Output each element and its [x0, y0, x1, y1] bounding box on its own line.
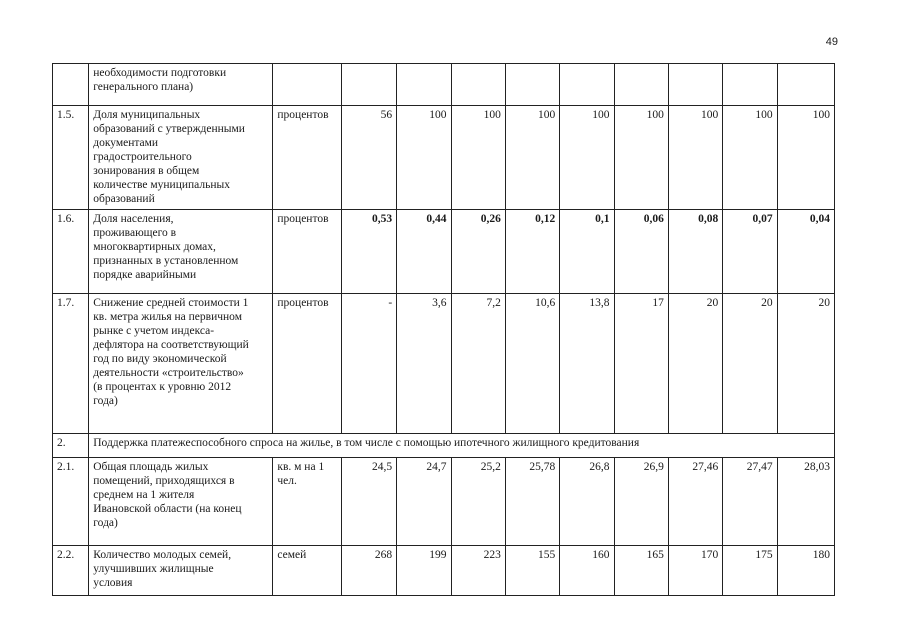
table-row: [53, 458, 835, 546]
indicator-name-line: проживающего в: [93, 227, 177, 239]
value-cell: 56: [341, 106, 396, 210]
page-number: 49: [825, 36, 838, 48]
value-cell: [614, 64, 668, 106]
value-cell: 3,6: [397, 294, 451, 434]
indicator-name-line: образований: [93, 193, 155, 205]
indicator-name-line: многоквартирных домах,: [93, 241, 216, 253]
indicator-name: [89, 64, 273, 106]
indicator-name-line: среднем на 1 жителя: [93, 489, 195, 501]
value-cell: [397, 64, 451, 106]
value-cell: 175: [723, 546, 777, 596]
value-cell: 160: [560, 546, 614, 596]
value-cell: 20: [668, 294, 722, 434]
indicator-name-line: Доля муниципальных: [93, 109, 201, 121]
value-cell: 7,2: [451, 294, 505, 434]
indicator-name-line: порядке аварийными: [93, 269, 197, 281]
indicator-name-line: Общая площадь жилых: [93, 461, 209, 473]
value-cell: 100: [505, 106, 559, 210]
row-number: 1.7.: [53, 294, 89, 434]
indicator-name-line: Доля населения,: [93, 213, 174, 225]
indicator-name-line: условия: [93, 577, 133, 589]
value-cell: 20: [777, 294, 834, 434]
unit-cell: процентов: [273, 294, 341, 434]
value-cell: [451, 64, 505, 106]
value-cell: 100: [451, 106, 505, 210]
indicator-name-line: года): [93, 395, 118, 407]
row-number: 1.6.: [53, 210, 89, 294]
value-cell: 0,07: [723, 210, 777, 294]
indicator-name-line: года): [93, 517, 118, 529]
value-cell: 13,8: [560, 294, 614, 434]
value-cell: 0,1: [560, 210, 614, 294]
row-number: 2.: [53, 434, 89, 458]
value-cell: 10,6: [505, 294, 559, 434]
indicator-name-line: год по виду экономической: [93, 353, 227, 365]
unit-cell: [273, 64, 341, 106]
value-cell: 27,46: [668, 458, 722, 546]
indicator-name-line: документами: [93, 137, 159, 149]
indicator-name-line: Количество молодых семей,: [93, 549, 232, 561]
value-cell: 0,12: [505, 210, 559, 294]
value-cell: [341, 64, 396, 106]
value-cell: 165: [614, 546, 668, 596]
value-cell: 26,8: [560, 458, 614, 546]
unit-cell: семей: [273, 546, 341, 596]
indicator-name-line: (в процентах к уровню 2012: [93, 381, 232, 393]
indicator-name-line: зонирования в общем: [93, 165, 200, 177]
value-cell: [668, 64, 722, 106]
value-cell: 0,44: [397, 210, 451, 294]
indicator-name-line: улучшивших жилищные: [93, 563, 214, 575]
indicator-name-line: количестве муниципальных: [93, 179, 230, 191]
indicator-name: [89, 210, 273, 294]
row-number: [53, 64, 89, 106]
indicators-table: [52, 63, 835, 596]
value-cell: -: [341, 294, 396, 434]
indicator-name-line: градостроительного: [93, 151, 192, 163]
value-cell: 0,06: [614, 210, 668, 294]
value-cell: 20: [723, 294, 777, 434]
indicator-name-line: Снижение средней стоимости 1: [93, 297, 249, 309]
value-cell: 24,7: [397, 458, 451, 546]
value-cell: 155: [505, 546, 559, 596]
row-number: 2.2.: [53, 546, 89, 596]
row-number: 1.5.: [53, 106, 89, 210]
indicator-name-line: образований с утвержденными: [93, 123, 245, 135]
value-cell: 25,2: [451, 458, 505, 546]
indicator-name-line: помещений, приходящихся в: [93, 475, 235, 487]
value-cell: 180: [777, 546, 834, 596]
value-cell: 223: [451, 546, 505, 596]
value-cell: 24,5: [341, 458, 396, 546]
unit-cell: кв. м на 1 чел.: [273, 458, 341, 546]
value-cell: 27,47: [723, 458, 777, 546]
value-cell: 17: [614, 294, 668, 434]
value-cell: 0,26: [451, 210, 505, 294]
value-cell: 199: [397, 546, 451, 596]
table-row: [53, 106, 835, 210]
value-cell: 170: [668, 546, 722, 596]
indicator-name-line: деятельности «строительство»: [93, 367, 244, 379]
row-number: 2.1.: [53, 458, 89, 546]
table-row: [53, 434, 835, 458]
value-cell: 25,78: [505, 458, 559, 546]
value-cell: 268: [341, 546, 396, 596]
indicator-name-line: рынке с учетом индекса-: [93, 325, 215, 337]
value-cell: 100: [397, 106, 451, 210]
section-title: Поддержка платежеспособного спроса на жилье, в том числе с помощью ипотечного жилищного кредитования: [89, 434, 835, 458]
value-cell: [777, 64, 834, 106]
value-cell: 26,9: [614, 458, 668, 546]
table-row: [53, 294, 835, 434]
indicator-name-line: признанных в установленном: [93, 255, 239, 267]
value-cell: 100: [614, 106, 668, 210]
indicator-name-line: дефлятора на соответствующий: [93, 339, 249, 351]
value-cell: 100: [668, 106, 722, 210]
indicator-name: [89, 546, 273, 596]
table-row: [53, 546, 835, 596]
value-cell: 0,04: [777, 210, 834, 294]
indicator-name: [89, 458, 273, 546]
indicator-name-line: Ивановской области (на конец: [93, 503, 242, 515]
indicator-name-line: генерального плана): [93, 81, 194, 93]
indicator-name: [89, 294, 273, 434]
value-cell: 100: [777, 106, 834, 210]
value-cell: 100: [723, 106, 777, 210]
indicator-name: [89, 106, 273, 210]
value-cell: 0,53: [341, 210, 396, 294]
indicator-name-line: необходимости подготовки: [93, 67, 227, 79]
table-row: [53, 210, 835, 294]
unit-cell: процентов: [273, 210, 341, 294]
indicator-name-line: кв. метра жилья на первичном: [93, 311, 242, 323]
value-cell: 100: [560, 106, 614, 210]
value-cell: 0,08: [668, 210, 722, 294]
unit-cell: процентов: [273, 106, 341, 210]
value-cell: [560, 64, 614, 106]
value-cell: 28,03: [777, 458, 834, 546]
value-cell: [723, 64, 777, 106]
value-cell: [505, 64, 559, 106]
table-row: [53, 64, 835, 106]
